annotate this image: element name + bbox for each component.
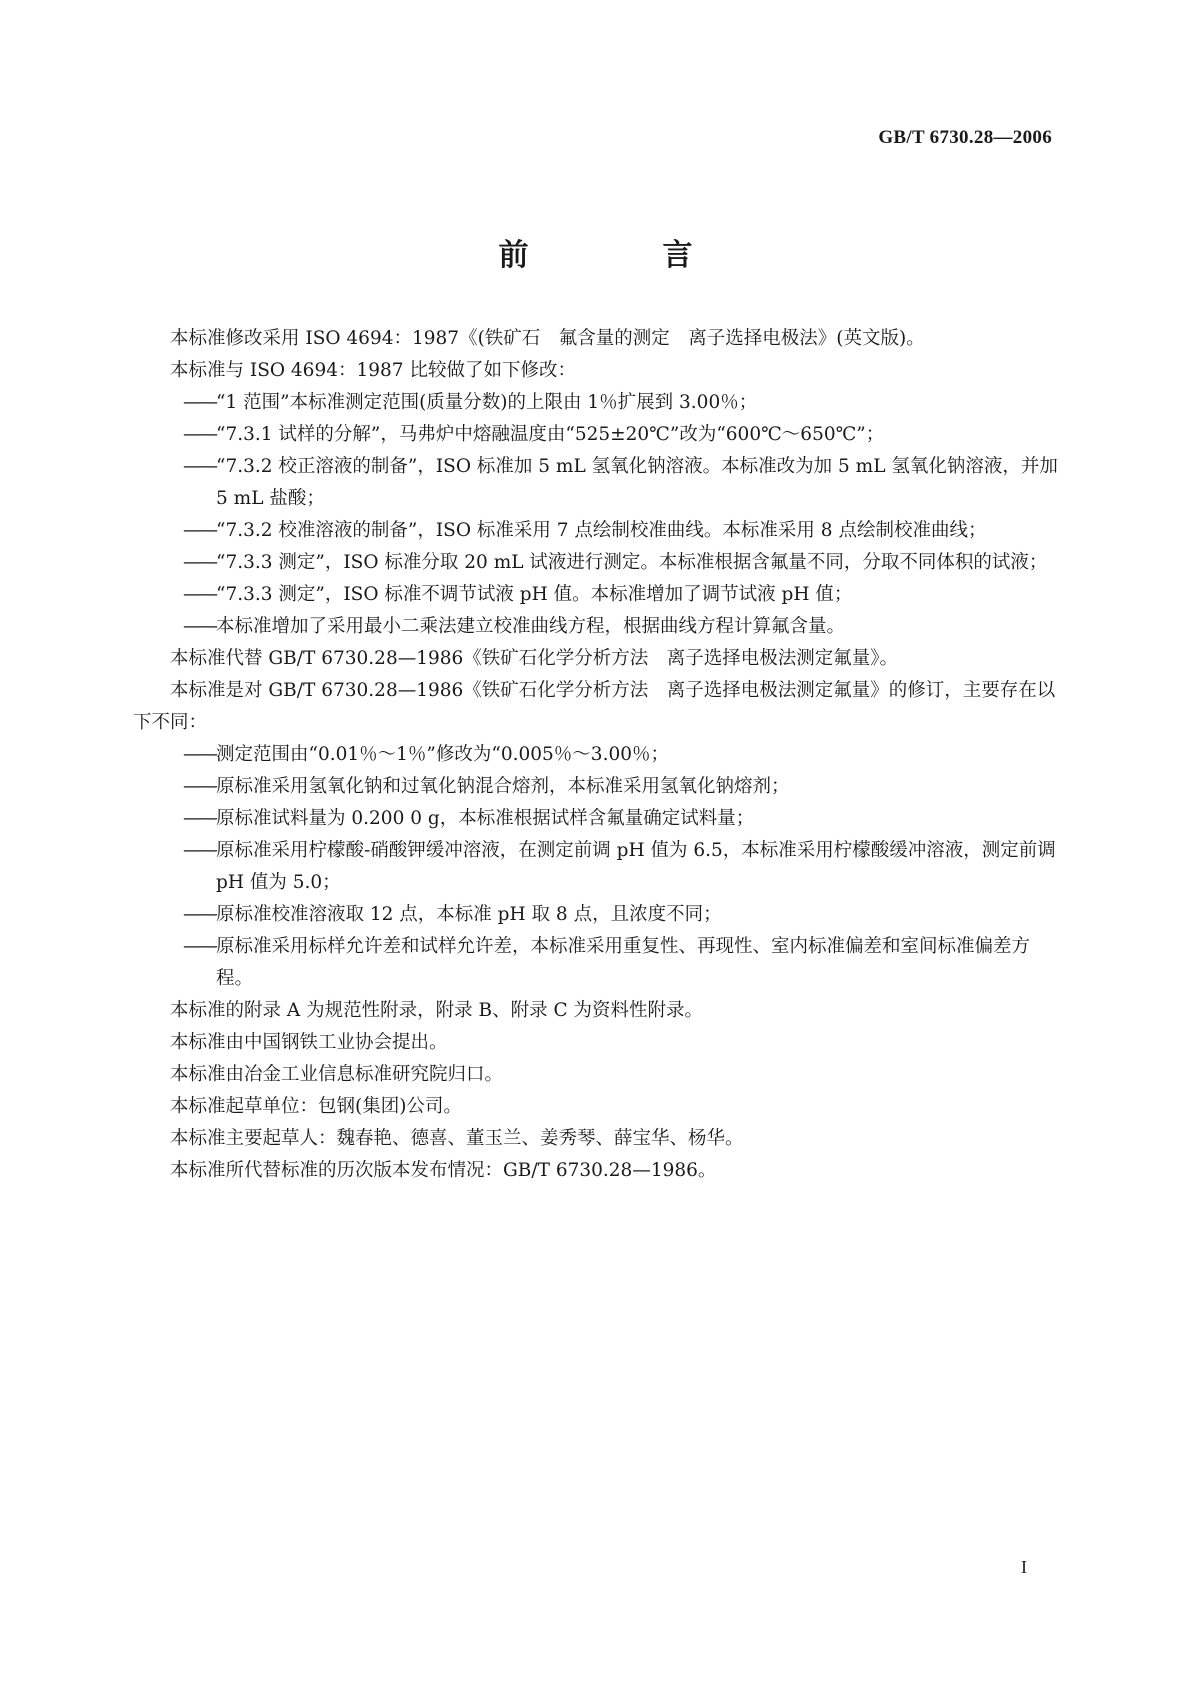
paragraph-replaces: 本标准代替 GB/T 6730.28—1986《铁矿石化学分析方法 离子选择电极法测定氟量》。 [170, 648, 899, 669]
list-dash: —— [183, 808, 216, 829]
list-item [133, 547, 1061, 579]
list-item-text: “1 范围”本标准测定范围(质量分数)的上限由 1％扩展到 3.00％； [216, 392, 758, 413]
list-item [133, 931, 1061, 995]
list-item [133, 419, 1061, 451]
list-item-text: 本标准增加了采用最小二乘法建立校准曲线方程，根据曲线方程计算氟含量。 [216, 616, 846, 637]
paragraph-modifications-intro: 本标准与 ISO 4694：1987 比较做了如下修改： [170, 360, 576, 381]
list-item-text: “7.3.3 测定”，ISO 标准不调节试液 pH 值。本标准增加了调节试液 pH 值； [216, 584, 853, 605]
list-dash: —— [183, 840, 216, 861]
page-number: I [1021, 1557, 1027, 1577]
list-item-text: 原标准校准溶液取 12 点，本标准 pH 取 8 点，且浓度不同； [216, 904, 722, 925]
list-item [133, 579, 1061, 611]
paragraph-previous-editions: 本标准所代替标准的历次版本发布情况：GB/T 6730.28—1986。 [170, 1160, 717, 1181]
paragraph-centralized-by: 本标准由冶金工业信息标准研究院归口。 [170, 1064, 504, 1085]
paragraph-drafters: 本标准主要起草人：魏春艳、德喜、董玉兰、姜秀琴、薛宝华、杨华。 [170, 1128, 744, 1149]
list-dash: —— [183, 584, 216, 605]
list-item-text: 测定范围由“0.01％～1％”修改为“0.005％～3.00％； [216, 744, 669, 765]
list-item [133, 451, 1061, 515]
paragraph-adoption: 本标准修改采用 ISO 4694：1987《(铁矿石 氟含量的测定 离子选择电极法》(英文版)。 [170, 328, 925, 349]
list-item [133, 739, 1061, 771]
paragraph-annexes: 本标准的附录 A 为规范性附录，附录 B、附录 C 为资料性附录。 [170, 1000, 704, 1021]
list-item-text: 原标准采用柠檬酸-硝酸钾缓冲溶液，在测定前调 pH 值为 6.5，本标准采用柠檬酸缓冲溶液，测定前调 pH 值为 5.0； [216, 840, 1056, 893]
list-item [133, 387, 1061, 419]
page-title: 前 言 [498, 238, 745, 273]
list-item-text: 原标准采用标样允许差和试样允许差，本标准采用重复性、再现性、室内标准偏差和室间标准偏差方程。 [216, 936, 1031, 989]
list-dash: —— [183, 456, 216, 477]
list-item [133, 771, 1061, 803]
list-item [133, 899, 1061, 931]
list-item-text: “7.3.3 测定”，ISO 标准分取 20 mL 试液进行测定。本标准根据含氟量不同，分取不同体积的试液； [216, 552, 1048, 573]
paragraph-revision-differences: 本标准是对 GB/T 6730.28—1986《铁矿石化学分析方法 离子选择电极法测定氟量》的修订，主要存在以下不同： [133, 680, 1056, 733]
list-item [133, 611, 1061, 643]
list-item [133, 515, 1061, 547]
paragraph-drafting-unit: 本标准起草单位：包钢(集团)公司。 [170, 1096, 462, 1117]
list-dash: —— [183, 616, 216, 637]
list-item-text: “7.3.2 校准溶液的制备”，ISO 标准采用 7 点绘制校准曲线。本标准采用 8 点绘制校准曲线； [216, 520, 987, 541]
list-dash: —— [183, 520, 216, 541]
list-item-text: 原标准采用氢氧化钠和过氧化钠混合熔剂，本标准采用氢氧化钠熔剂； [216, 776, 790, 797]
document-body [133, 323, 1061, 1187]
list-dash: —— [183, 552, 216, 573]
list-item-text: 原标准试料量为 0.200 0 g，本标准根据试样含氟量确定试料量； [216, 808, 755, 829]
list-item [133, 835, 1061, 899]
list-dash: —— [183, 424, 216, 445]
list-dash: —— [183, 776, 216, 797]
standard-code: GB/T 6730.28—2006 [878, 127, 1052, 148]
list-item [133, 803, 1061, 835]
paragraph-proposed-by: 本标准由中国钢铁工业协会提出。 [170, 1032, 448, 1053]
list-item-text: “7.3.1 试样的分解”，马弗炉中熔融温度由“525±20℃”改为“600℃～650℃”； [216, 424, 885, 445]
list-dash: —— [183, 744, 216, 765]
list-dash: —— [183, 392, 216, 413]
list-dash: —— [183, 904, 216, 925]
list-dash: —— [183, 936, 216, 957]
list-item-text: “7.3.2 校正溶液的制备”，ISO 标准加 5 mL 氢氧化钠溶液。本标准改为加 5 mL 氢氧化钠溶液，并加 5 mL 盐酸； [216, 456, 1058, 509]
